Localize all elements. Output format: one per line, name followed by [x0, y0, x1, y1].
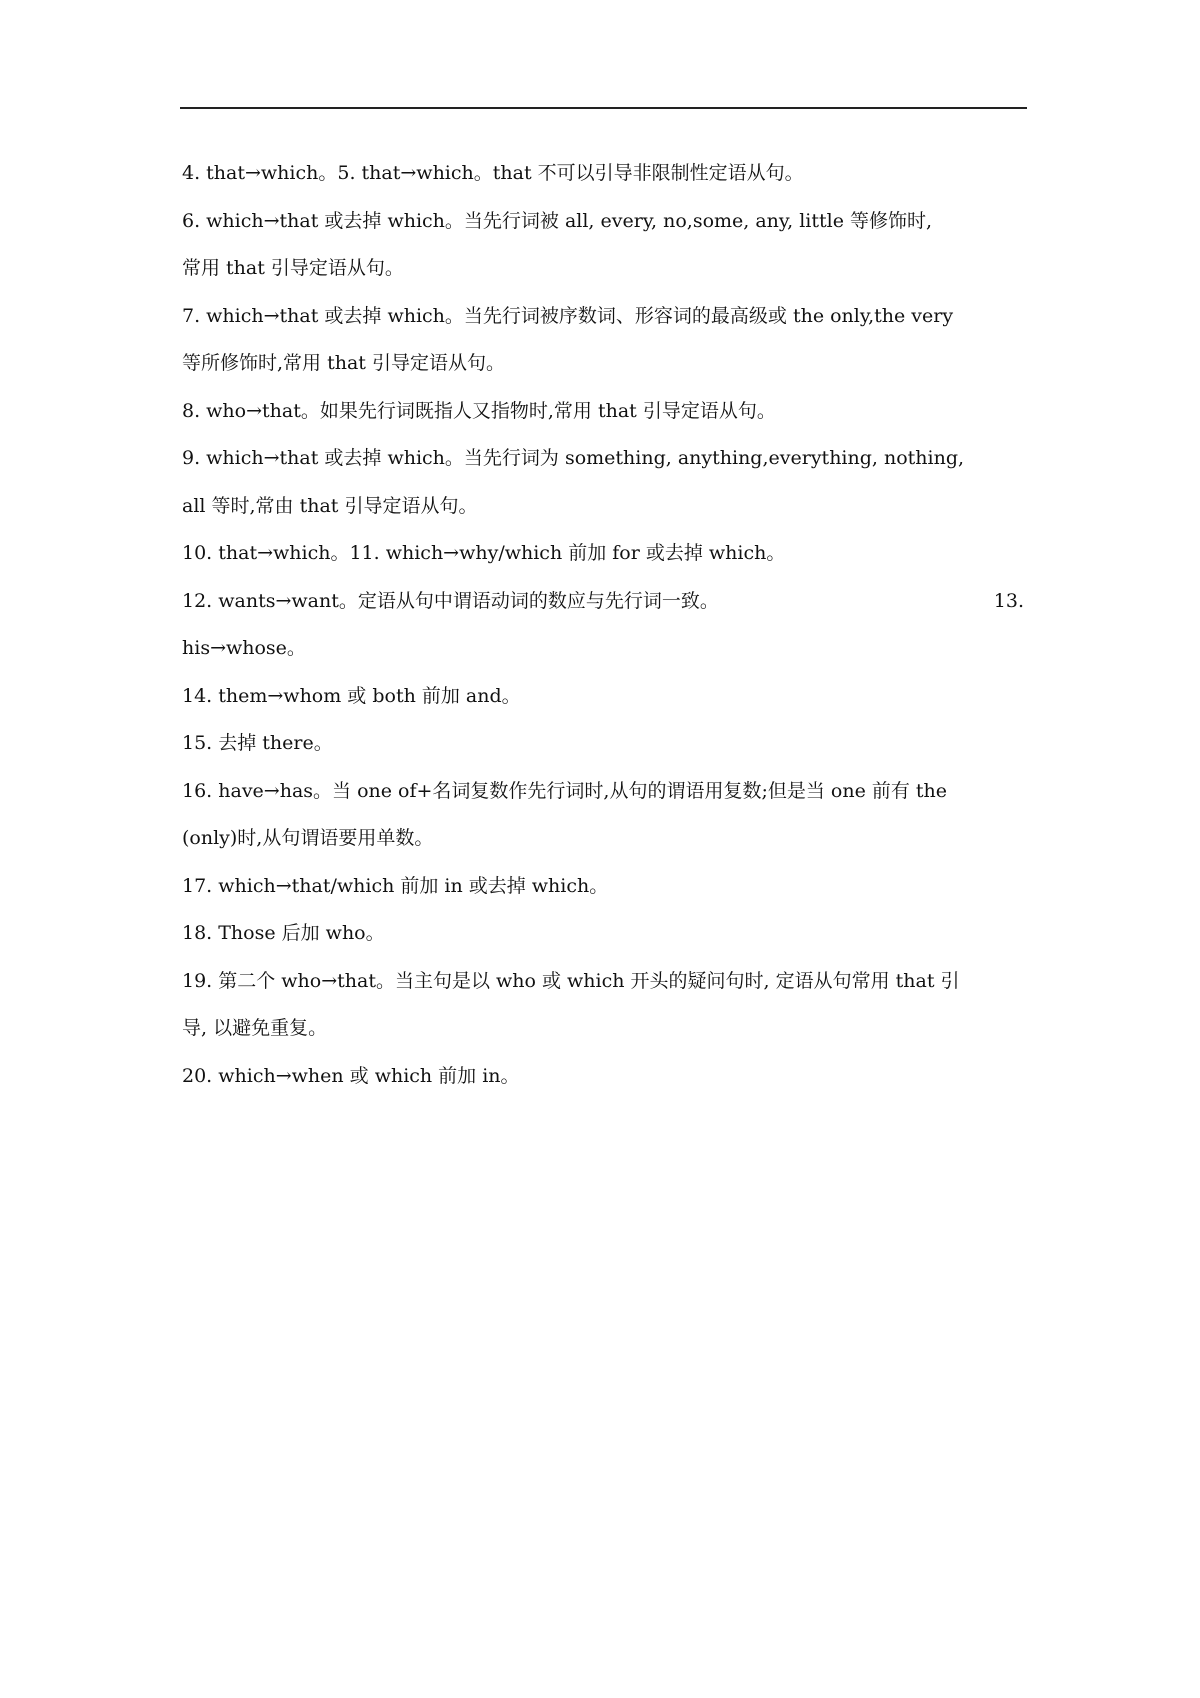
text-line: 17. which→that/which 前加 in 或去掉 which。: [182, 874, 609, 897]
text-line: [182, 578, 1024, 626]
text-line: 18. Those 后加 who。: [182, 922, 385, 944]
text-line: 14. them→whom 或 both 前加 and。: [182, 684, 521, 707]
text-line-left: 12. wants→want。定语从句中谓语动词的数应与先行词一致。: [182, 589, 719, 612]
text-line: 7. which→that 或去掉 which。当先行词被序数词、形容词的最高级或 the only,the very: [182, 304, 954, 327]
text-line: his→whose。: [182, 637, 306, 659]
text-line: 常用 that 引导定语从句。: [182, 257, 404, 279]
text-line: 9. which→that 或去掉 which。当先行词为 something, anything,everything, nothing,: [182, 447, 965, 469]
text-line: 16. have→has。当 one of+名词复数作先行词时,从句的谓语用复数;但是当 one 前有 the: [182, 779, 948, 802]
text-line: 19. 第二个 who→that。当主句是以 who 或 which 开头的疑问句时, 定语从句常用 that 引: [182, 969, 960, 992]
text-line: 4. that→which。5. that→which。that 不可以引导非限制性定语从句。: [182, 162, 804, 184]
text-line: 6. which→that 或去掉 which。当先行词被 all, every, no,some, any, little 等修饰时,: [182, 209, 933, 232]
text-line: 等所修饰时,常用 that 引导定语从句。: [182, 352, 505, 374]
text-line: 10. that→which。11. which→why/which 前加 for 或去掉 which。: [182, 542, 786, 564]
text-line: 8. who→that。如果先行词既指人又指物时,常用 that 引导定语从句。: [182, 399, 776, 422]
text-line: 20. which→when 或 which 前加 in。: [182, 1064, 520, 1087]
text-line-right: 13.: [993, 589, 1024, 612]
text-line: (only)时,从句谓语要用单数。: [182, 827, 434, 849]
header-rule: [180, 107, 1027, 109]
text-line: 导, 以避免重复。: [182, 1017, 328, 1039]
text-line: all 等时,常由 that 引导定语从句。: [182, 494, 478, 517]
text-line: 15. 去掉 there。: [182, 732, 333, 754]
answer-key-body: [182, 150, 1024, 1100]
